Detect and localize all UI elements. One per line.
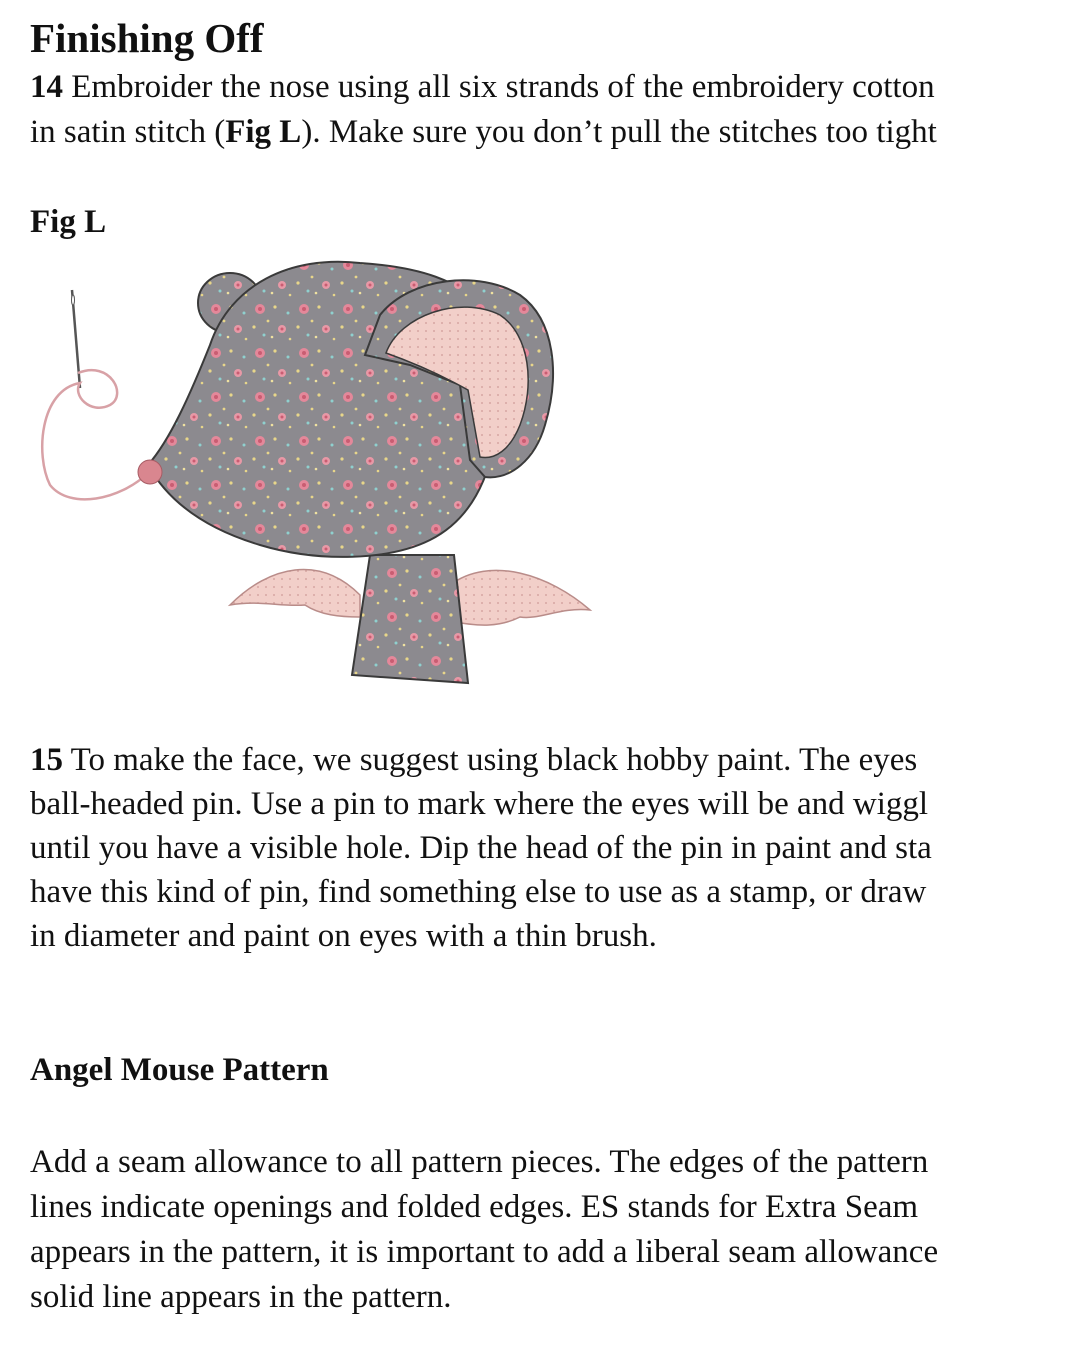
step-15-line-5: in diameter and paint on eyes with a thin brush. xyxy=(30,918,657,954)
step-15-number: 15 xyxy=(30,742,63,778)
left-wing xyxy=(230,570,360,617)
step-14-line-1: 14 Embroider the nose using all six strands of the embroidery cotton xyxy=(30,69,935,105)
step-15-line-4: have this kind of pin, find something else to use as a stamp, or draw xyxy=(30,874,927,910)
pattern-line-4: solid line appears in the pattern. xyxy=(30,1279,452,1315)
step-14-number: 14 xyxy=(30,69,63,105)
mouse-nose xyxy=(138,460,162,484)
needle-eye xyxy=(72,295,75,305)
step-15-line-3: until you have a visible hole. Dip the head of the pin in paint and sta xyxy=(30,830,932,866)
pattern-line-1: Add a seam allowance to all pattern pieces. The edges of the pattern xyxy=(30,1144,929,1180)
pattern-line-2: lines indicate openings and folded edges. ES stands for Extra Seam xyxy=(30,1189,919,1225)
embroidery-thread xyxy=(42,370,148,499)
pattern-title: Angel Mouse Pattern xyxy=(30,1052,329,1088)
fig-reference: Fig L xyxy=(225,114,302,150)
figure-label: Fig L xyxy=(30,204,107,240)
step-15-line-1: 15 To make the face, we suggest using black hobby paint. The eyes xyxy=(30,742,918,778)
pattern-line-3: appears in the pattern, it is important to add a liberal seam allowance xyxy=(30,1234,939,1270)
right-wing xyxy=(450,570,590,625)
step-15-line-2: ball-headed pin. Use a pin to mark where the eyes will be and wiggl xyxy=(30,786,929,822)
step-14-line-2: in satin stitch (Fig L). Make sure you don’t pull the stitches too tight xyxy=(30,114,937,150)
scarf xyxy=(352,555,468,683)
angel-mouse-illustration xyxy=(30,255,600,690)
section-title: Finishing Off xyxy=(30,15,264,61)
